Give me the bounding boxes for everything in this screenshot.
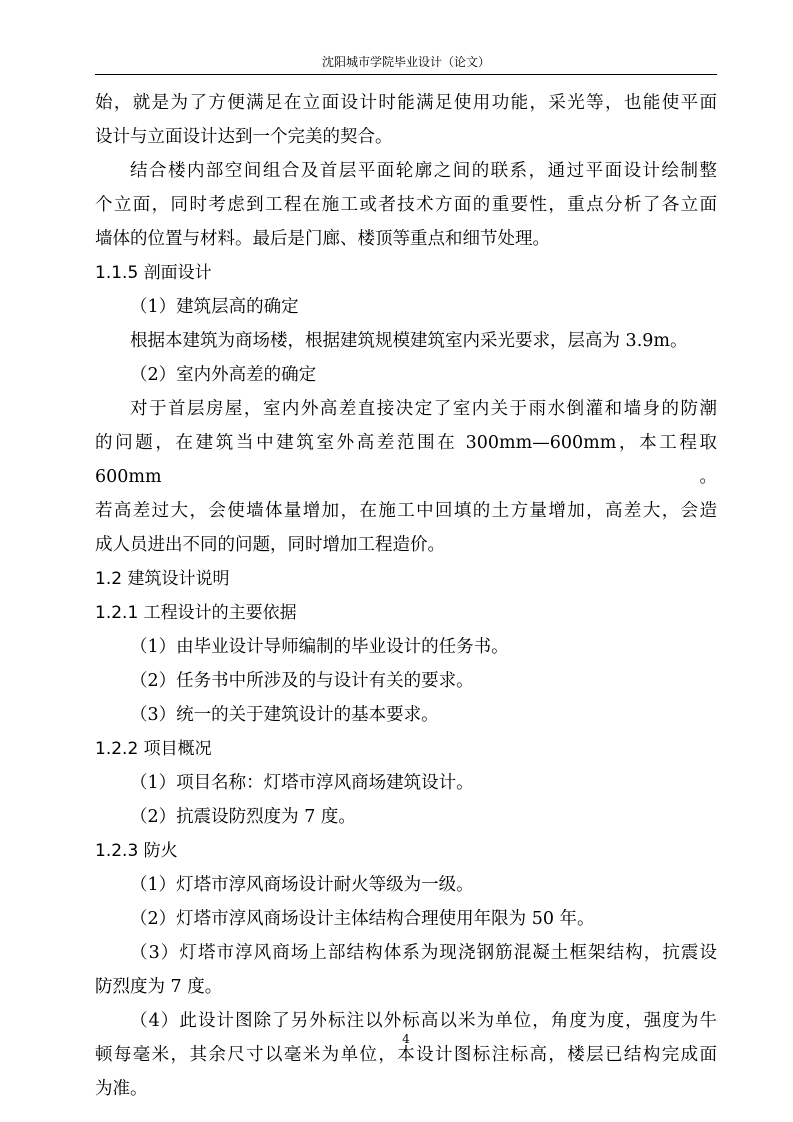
body-line: 对于首层房屋，室内外高差直接决定了室内关于雨水倒灌和墙身的防潮 [130,399,717,419]
body-line: 防烈度为 7 度。 [95,977,223,997]
body-line: （1）建筑层高的确定 [130,297,299,317]
body-line: 设计与立面设计达到一个完美的契合。 [95,127,393,147]
body-line: （3）统一的关于建筑设计的基本要求。 [130,705,439,725]
body-line: 为准。 [95,1079,148,1099]
body-line: （2）室内外高差的确定 [130,365,317,385]
body-line: 成人员进出不同的问题，同时增加工程造价。 [95,535,445,555]
body-line: 个立面，同时考虑到工程在施工或者技术方面的重要性，重点分析了各立面 [95,195,717,215]
body-line: （1）灯塔市淳风商场设计耐火等级为一级。 [130,875,474,895]
page-body [95,86,717,1106]
body-line: 结合楼内部空间组合及首层平面轮廓之间的联系，通过平面设计绘制整 [130,161,717,181]
body-line: 根据本建筑为商场楼，根据建筑规模建筑室内采光要求，层高为 3.9m。 [130,331,688,351]
header-rule [95,74,717,75]
body-line: （3）灯塔市淳风商场上部结构体系为现浇钢筋混凝土框架结构，抗震设 [130,943,717,963]
section-heading: 1.2.3 防火 [95,841,178,861]
section-heading: 1.1.5 剖面设计 [95,263,212,283]
section-heading: 1.2.2 项目概况 [95,739,212,759]
section-heading: 1.2.1 工程设计的主要依据 [95,603,297,623]
body-line: （2）灯塔市淳风商场设计主体结构合理使用年限为 50 年。 [130,909,595,929]
body-line: 始，就是为了方便满足在立面设计时能满足使用功能，采光等，也能使平面 [95,93,717,113]
body-line: 墙体的位置与材料。最后是门廊、楼顶等重点和细节处理。 [95,229,550,249]
body-line: （4）此设计图除了另外标注以外标高以米为单位，角度为度，强度为牛 [130,1011,717,1031]
body-line: 若高差过大，会使墙体量增加，在施工中回填的土方量增加，高差大，会造 [95,501,717,521]
body-line: 的问题，在建筑当中建筑室外高差范围在 300mm—600mm，本工程取 600mm。 [95,433,717,487]
running-header: 沈阳城市学院毕业设计（论文） [321,55,490,69]
body-line: （2）抗震设防烈度为 7 度。 [130,807,356,827]
body-line: （1）由毕业设计导师编制的毕业设计的任务书。 [130,637,509,657]
page-number: 4 [402,1032,410,1046]
body-line: （2）任务书中所涉及的与设计有关的要求。 [130,671,474,691]
body-line: 顿每毫米，其余尺寸以毫米为单位，本设计图标注标高，楼层已结构完成面 [95,1045,717,1065]
section-heading: 1.2 建筑设计说明 [95,569,230,589]
body-line: （1）项目名称：灯塔市淳风商场建筑设计。 [130,773,474,793]
